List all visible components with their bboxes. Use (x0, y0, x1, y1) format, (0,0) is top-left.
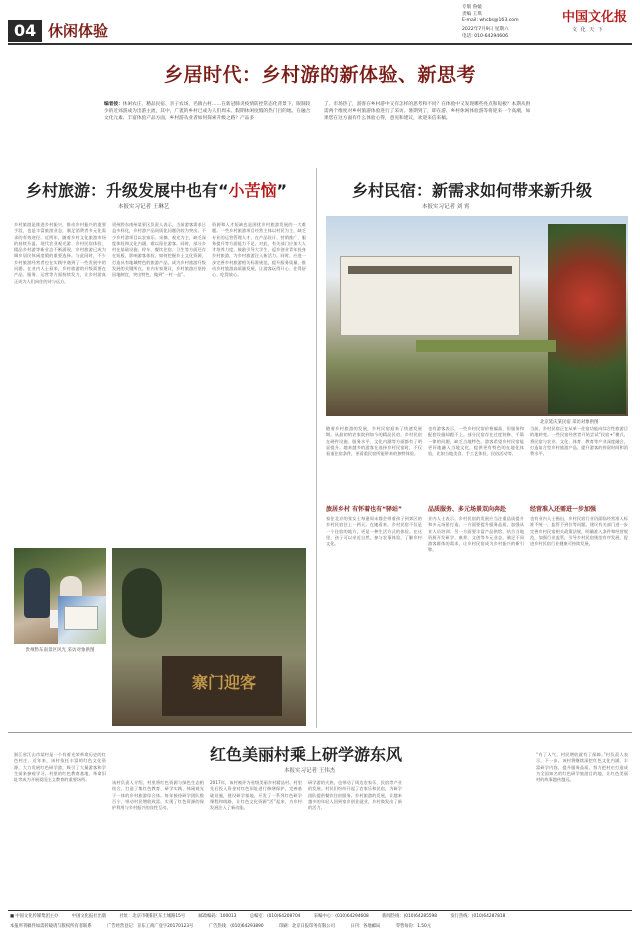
bottom-divider (8, 732, 632, 733)
right-byline: 本报实习记者 刘 霄 (422, 204, 470, 210)
footer-m3: 广告热线：(010)64293890 (208, 924, 264, 929)
right-col-3a: 当前，乡村民宿正在从单一住宿功能向综合性旅游目的地转变。一些民宿经营者开始尝试“民宿+”模式，将民宿与农业、文化、体育、教育等产业深度融合，打造复合型乡村旅游产品，提升游客的停留时间和消费水平。 (530, 426, 628, 457)
right-sub-3: 经营准入还需进一步加强 (530, 506, 597, 513)
page-number: 04 (8, 20, 42, 42)
left-photo-caption: 贵州黔东南景区风光 采访对象供图 (25, 648, 95, 653)
right-col-2b: 业内人士表示，乡村民宿的发展应当注重品质提升和多元场景打造。一方面要提升服务品质，加强从业人员培训；另一方面要丰富产品供给，结合当地资源开发研学、康养、文创等多元业态，满足不同游客群体的需求，让乡村民宿成为乡村振兴的新引擎。 (428, 516, 524, 553)
editor-note-label: 编者按： (104, 102, 123, 107)
bottom-col-1: 浙江省江山市某村是一个有着光荣革命历史的红色村庄。近年来，该村依托丰富的红色文化资源，大力发展红色研学游，吸引了大量游客和学生前来参观学习。村里的红色教育基地、革命旧址等成为开展爱国主义教育的重要场所。 (14, 752, 106, 783)
header-rule (8, 43, 632, 45)
bottom-article-title: 红色美丽村乘上研学游东风 (210, 745, 403, 764)
photo-minsu-courtyard (326, 216, 628, 416)
editor-note-right: 了、市场热了，游客在乡村游中又有怎样的思考和不同？在体验中又发现哪些亮点和短板？本期从供需两个维度对乡村旅游体验进行了采访。暑期到了，即在游、乡村休闲体验游等将迎来一个高潮，如果您在这方面有什么体验心得，意见和建议，欢迎来信来稿。 (324, 102, 531, 121)
editor-note (104, 101, 314, 141)
photo-painting-table (58, 596, 106, 644)
right-col-2a: 也有游客表示，一些乡村民宿价格偏高，但服务和配套设施却跟不上。部分民宿存在过度装修、千篇一律的问题，缺乏当地特色。游客希望乡村民宿能更好地融入当地文化，提供更有特色的在地化体验，比如当地美食、手工艺体验、民俗活动等。 (428, 426, 524, 457)
footer-l3: 社址：北京市朝阳区东土城路15号 (119, 914, 186, 919)
masthead-logo: 中国文化报 (562, 10, 628, 25)
footer-l1: ■ 中国文化传媒集团主办 (10, 914, 59, 919)
bottom-col-5: “有了人气，村民增收就有了保障。”村负责人表示，下一步，该村将继续深挖红色文化内涵，丰富研学内容，提升服务品质，努力把村庄打造成为全国知名的红色研学旅游目的地，让红色美丽村的故事越传越远。 (536, 752, 628, 783)
right-sub-2: 品质服务、多元场景双向奔赴 (428, 506, 507, 513)
right-col-1a: 随着乡村旅游的发展，乡村民宿迎来了快速发展期。从最初的农家院到如今的精品民宿，乡村民宿在硬件设施、服务水平、文化内涵等方面都有了明显提升。越来越多的游客在选择乡村民宿时，不仅看重住宿条件，更看重民宿所能带来的独特体验。 (326, 426, 422, 457)
footer-l2: 中国文化报社出版 (71, 914, 107, 919)
footer-l8: 发行热线：(010)64287818 (450, 914, 506, 919)
bottom-col-3: 2017年，该村被评为省级美丽乡村精品村。村里先后投入资金对红色旧址进行修缮保护，完善基础设施，建设研学基地，开发了一系列红色研学课程和线路，让红色文化资源“活”起来，为乡村发展注入了新动能。 (210, 780, 302, 811)
footer-rule (8, 910, 632, 911)
editor-label: 责编 王琪 (462, 12, 482, 17)
footer-m4: 印刷：北京日报印务有限公司 (279, 924, 335, 929)
footer-m2: 广告经营登记：京东工商广登字20170123号 (107, 924, 194, 929)
footer-m6: 零售每份：1.50元 (395, 924, 432, 929)
left-byline: 本报实习记者 王琳艺 (118, 204, 170, 210)
left-title-accent: 小苦恼 (228, 181, 277, 200)
left-col-3: 资源和人才短缺也是困扰乡村旅游发展的一大难题。一些乡村旅游项目经营主体以村民为主，缺乏专业的运营管理人才，在产品设计、营销推广、服务提升等方面能力不足。对此，有关部门应加大人才培养力度，鼓励引导大学生、返乡创业青年投身乡村旅游，为乡村旅游注入新活力。同时，应进一步完善乡村旅游相关标准规范，提升服务质量，推动乡村旅游高质量发展，让游客玩得开心、住得舒心、吃得放心。 (212, 222, 306, 278)
footer-row-1 (10, 913, 630, 921)
right-col-1b: 家住北京的张女士每逢周末都会带着孩子到郊区的乡村民宿住上一两天。在她看来，乡村民宿不仅是一个住宿的地方，更是一种生活方式的体验。在这里，孩子可以亲近自然，参与农事体验，了解乡村文化。 (326, 516, 422, 547)
email-label: E-mail: whcbs@163.com (462, 18, 519, 23)
footer-m5: 日刊：各地邮局 (350, 924, 381, 929)
editor-note-left: 休闲农庄、精品民宿、亲子农场、名镇古村……在新冠肺炎疫情防控常态化背景下，限制较少的近郊游成为出游主流，其中，广袤的乡村已成为人们周末、假期休闲度假的热门目的地。在融合文化元素、丰富体验产品方面，乡村游从业者如何探索升级之路？产品多 (104, 102, 311, 121)
section-name: 休闲体验 (48, 22, 109, 40)
gate-sign: 寨门迎客 (191, 673, 256, 692)
phone-label: 电话: 010-64294606 (462, 34, 509, 39)
bottom-col-4: 研学游的火热，也带动了周边农家乐、民宿等产业的发展。村民们纷纷开起了农家乐和民宿，为研学团队提供餐饮住宿服务。乡村旅游的发展，让越来越多的年轻人回到家乡创业就业，乡村焕发出了新的活力。 (308, 780, 402, 811)
right-col-3b: 也有业内人士指出，乡村民宿行业仍面临经营准入标准不统一、监管不到位等问题。建议有关部门进一步完善乡村民宿相关政策法规，明确准入条件和经营规范，加强行业监管，引导乡村民宿规范有序发展，促进乡村民宿行业健康可持续发展。 (530, 516, 628, 547)
left-col-1: 乡村旅游是推进乡村振兴，推动乡村振兴的重要手段，也是丰富旅游业态，满足消费者多元化需求的有效途径。近两年，随着乡村文化旅游市场的持续升温，现代农业观光游、乡村民宿体验、精品乡村游等新业态不断涌现，乡村旅游已成为城乡居民休闲度假的重要选择。与此同时，不少乡村旅游经营者也在实践中遇到了一些发展中的问题。在业内人士看来，乡村旅游的升级需要在产品、服务、运营等方面持续发力，让乡村游真正成为人们向往的诗与远方。 (14, 222, 106, 284)
main-title: 乡居时代：乡村游的新体验、新思考 (163, 64, 476, 86)
left-title-pre: 乡村旅游：升级发展中也有“ (26, 181, 229, 200)
left-col-2: 贵州黔东南州某景区负责人表示，当前游客需求日益多样化，乡村游产品同质化问题仍较为突出。不少乡村游项目以农家乐、采摘、观光为主，缺乏深度体验和文化内涵，难以留住游客。同时，部分乡村在基础设施、停车、餐饮住宿、卫生等方面还存在短板，影响游客体验。如何挖掘乡土文化资源，打造具有地域特色的旅游产品，成为乡村旅游升级发展的关键所在。业内专家建议，乡村旅游应坚持因地制宜，突出特色，做到“一村一品”。 (112, 222, 206, 278)
bottom-byline: 本报实习记者 王伟杰 (284, 768, 336, 774)
column-divider (316, 168, 317, 728)
footer-l5: 总编室：(010)64208704 (249, 914, 301, 919)
footer-l6: 采编中心：(010)64294608 (313, 914, 369, 919)
left-title-post: ” (276, 181, 288, 200)
left-article-title (26, 178, 287, 201)
photo-village-gate (112, 548, 306, 726)
footer-m1: 本报所刊稿件如需转载请与版权所有者联系 (10, 924, 92, 929)
footer-l7: 新闻热线：(010)64285598 (382, 914, 438, 919)
right-photo-caption: 北京延庆某民宿 采访对象供图 (540, 420, 599, 425)
footer-l4: 邮政编码：100013 (198, 914, 237, 919)
date-label: 2022年7月9日 星期六 (462, 27, 509, 32)
edition-label: 专版 鲁媛 (462, 5, 482, 10)
page-header (0, 0, 640, 44)
right-sub-1: 旅居乡村 有怀着也有“驿站” (326, 506, 402, 513)
right-article-title: 乡村民宿：新需求如何带来新升级 (352, 181, 593, 200)
footer-row-2 (10, 923, 630, 931)
bottom-col-2: 该村负责人介绍，村里将红色资源与绿色生态相结合，打造了集红色教育、研学实践、休闲观光于一体的乡村旅游综合体。每年接待研学团队数百个，带动村民增收致富，实现了红色资源的保护利用与乡村振兴的良性互动。 (112, 780, 204, 811)
masthead-subtitle: 文 化 天 下 (572, 27, 604, 33)
